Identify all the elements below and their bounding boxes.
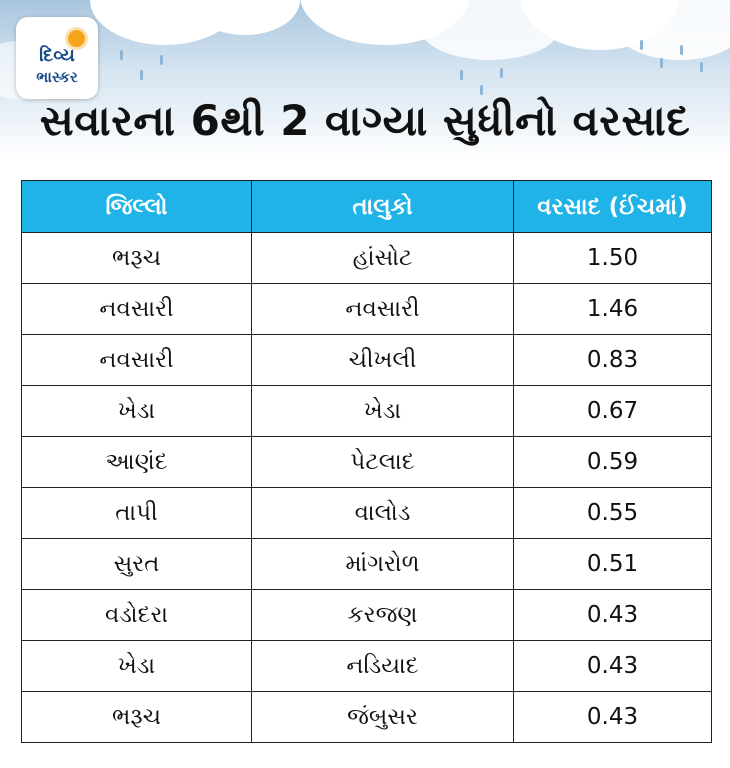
district-cell: આણંદ — [22, 437, 252, 488]
rainfall-cell: 0.43 — [514, 590, 712, 641]
table-row — [22, 488, 712, 539]
table-row — [22, 284, 712, 335]
district-cell: વડોદરા — [22, 590, 252, 641]
district-cell: નવસારી — [22, 284, 252, 335]
taluka-cell: વાલોડ — [252, 488, 514, 539]
table-row — [22, 692, 712, 743]
taluka-cell: કરજણ — [252, 590, 514, 641]
district-cell: નવસારી — [22, 335, 252, 386]
table-row — [22, 590, 712, 641]
table-row — [22, 539, 712, 590]
column-header-rainfall: વરસાદ (ઈંચમાં) — [514, 181, 712, 233]
district-cell: સુરત — [22, 539, 252, 590]
column-header-taluka: તાલુકો — [252, 181, 514, 233]
rainfall-cell: 1.46 — [514, 284, 712, 335]
rainfall-cell: 0.55 — [514, 488, 712, 539]
rainfall-cell: 0.67 — [514, 386, 712, 437]
district-cell: ખેડા — [22, 641, 252, 692]
column-header-district: જિલ્લો — [22, 181, 252, 233]
taluka-cell: પેટલાદ — [252, 437, 514, 488]
divya-bhaskar-logo — [16, 17, 98, 99]
district-cell: ખેડા — [22, 386, 252, 437]
district-cell: તાપી — [22, 488, 252, 539]
rainfall-cell: 0.51 — [514, 539, 712, 590]
table-row — [22, 233, 712, 284]
table-header-row — [22, 181, 712, 233]
taluka-cell: નડિયાદ — [252, 641, 514, 692]
district-cell: ભરૂચ — [22, 692, 252, 743]
table-row — [22, 386, 712, 437]
taluka-cell: નવસારી — [252, 284, 514, 335]
rainfall-table — [21, 180, 712, 743]
district-cell: ભરૂચ — [22, 233, 252, 284]
table-row — [22, 641, 712, 692]
logo-line-2: ભાસ્કર — [36, 68, 78, 86]
rainfall-cell: 0.43 — [514, 641, 712, 692]
taluka-cell: ખેડા — [252, 386, 514, 437]
table-row — [22, 335, 712, 386]
taluka-cell: હાંસોટ — [252, 233, 514, 284]
table-row — [22, 437, 712, 488]
rainfall-cell: 0.83 — [514, 335, 712, 386]
rainfall-cell: 0.43 — [514, 692, 712, 743]
taluka-cell: ચીખલી — [252, 335, 514, 386]
taluka-cell: જંબુસર — [252, 692, 514, 743]
page-title: સવારના 6થી 2 વાગ્યા સુધીનો વરસાદ — [39, 96, 691, 145]
rainfall-cell: 0.59 — [514, 437, 712, 488]
logo-line-1: દિવ્ય — [39, 45, 75, 66]
taluka-cell: માંગરોળ — [252, 539, 514, 590]
rainfall-cell: 1.50 — [514, 233, 712, 284]
